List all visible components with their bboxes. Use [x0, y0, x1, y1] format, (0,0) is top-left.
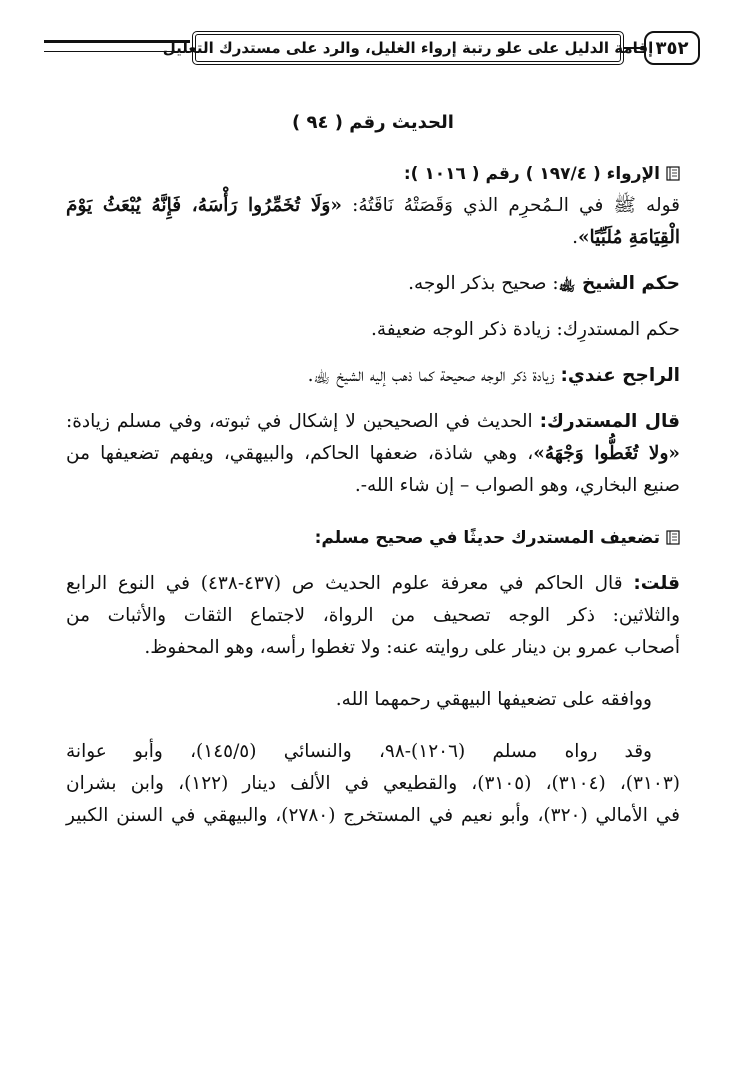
irwa-reference: الإرواء ( ١٩٧/٤ ) رقم ( ١٠١٦ ): — [403, 164, 660, 184]
mustadrik-said-text-1: الحديث في الصحيحين لا إشكال في ثبوته، وفي مسلم زيادة: — [66, 411, 540, 432]
sheikh-ruling — [66, 268, 680, 300]
qult-line-1 — [66, 568, 680, 600]
book-icon — [666, 166, 680, 181]
hadith-line-end: . — [572, 227, 578, 248]
page-body — [66, 158, 680, 832]
section-heading-line — [66, 522, 680, 554]
takhrij-text-1: وقد رواه مسلم (١٢٠٦)-٩٨، والنسائي (١٤٥/٥)، وأبو عوانة — [66, 741, 652, 762]
qult-text-1: قال الحاكم في معرفة علوم الحديث ص (٤٣٧-٤٣٨) في النوع الرابع — [66, 573, 634, 594]
mustadrik-said-line-2 — [66, 438, 680, 470]
preferred-ruling — [66, 360, 680, 392]
sheikh-honorific: ﵀ — [558, 273, 582, 294]
hadith-heading: الحديث رقم ( ٩٤ ) — [292, 112, 454, 133]
bayhaqi-line — [66, 684, 680, 716]
hadith-line-2 — [66, 222, 680, 254]
mustadrik-said-label: قال المستدرك: — [539, 411, 681, 432]
hadith-quote-part-2: الْقِيَامَةِ مُلَبِّيًا» — [577, 227, 680, 248]
header-rule-connector — [624, 47, 644, 49]
mustadrik-said-line-3: صنيع البخاري، وهو الصواب – إن شاء الله-. — [354, 475, 680, 496]
qult-line-3: أصحاب عمرو بن دينار على روايته عنه: ولا تغطوا رأسه، وهو المحفوظ. — [144, 637, 680, 658]
sheikh-ruling-value: : صحيح بذكر الوجه. — [408, 273, 559, 294]
hadith-quote-part-1: «وَلَا تُخَمِّرُوا رَأْسَهُ، فَإِنَّهُ يُبْعَثُ يَوْمَ — [66, 195, 342, 216]
qult-line-2: والثلاثين: ذكر الوجه تصحيف من الرواة، لاجتماع الثقات والأثبات من — [66, 605, 680, 626]
running-header — [44, 28, 690, 72]
bayhaqi-text: ووافقه على تضعيفها البيهقي رحمهما الله. — [335, 689, 652, 710]
mustadrik-said-quote: «ولا تُغَطُّوا وَجْهَهُ» — [533, 443, 680, 464]
page-number: ٣٥٢ — [655, 37, 689, 59]
section-heading: تضعيف المستدرك حديثًا في صحيح مسلم: — [314, 528, 660, 548]
hadith-line-1 — [66, 190, 680, 222]
mustadrik-said-line-1 — [66, 406, 680, 438]
takhrij-line-3: في الأمالي (٣٢٠)، وأبو نعيم في المستخرج (٢٧٨٠)، والبيهقي في السنن الكبير — [66, 805, 680, 826]
mustadrik-said-text-2: ، وهي شاذة، ضعفها الحاكم، والبيهقي، ويفهم تضعيفها من — [66, 443, 534, 464]
takhrij-line-2: (٣١٠٣)، (٣١٠٤)، (٣١٠٥)، والقطيعي في الألف دينار (١٢٢)، وابن بشران — [66, 773, 680, 794]
sheikh-ruling-label: حكم الشيخ — [581, 273, 680, 294]
preferred-ruling-value: زيادة ذكر الوجه صحيحة كما ذهب إليه الشيخ ﵀. — [307, 365, 561, 386]
book-icon — [666, 530, 680, 545]
irwa-reference-line — [66, 158, 680, 190]
page-number-frame — [644, 31, 700, 65]
qult-label: قلت: — [633, 573, 681, 594]
takhrij-line-1 — [66, 736, 680, 768]
book-title: إقامة الدليل على علو رتبة إرواء الغليل، والرد على مستدرك التعليل — [162, 39, 654, 57]
preferred-ruling-label: الراجح عندي: — [560, 365, 680, 386]
hadith-intro: قوله ﷺ في الـمُحرِم الذي وَقَصَتْهُ نَاقَتُهُ: — [341, 195, 680, 216]
header-title-frame — [162, 31, 654, 65]
mustadrik-ruling: حكم المستدرِك: زيادة ذكر الوجه ضعيفة. — [370, 319, 680, 340]
